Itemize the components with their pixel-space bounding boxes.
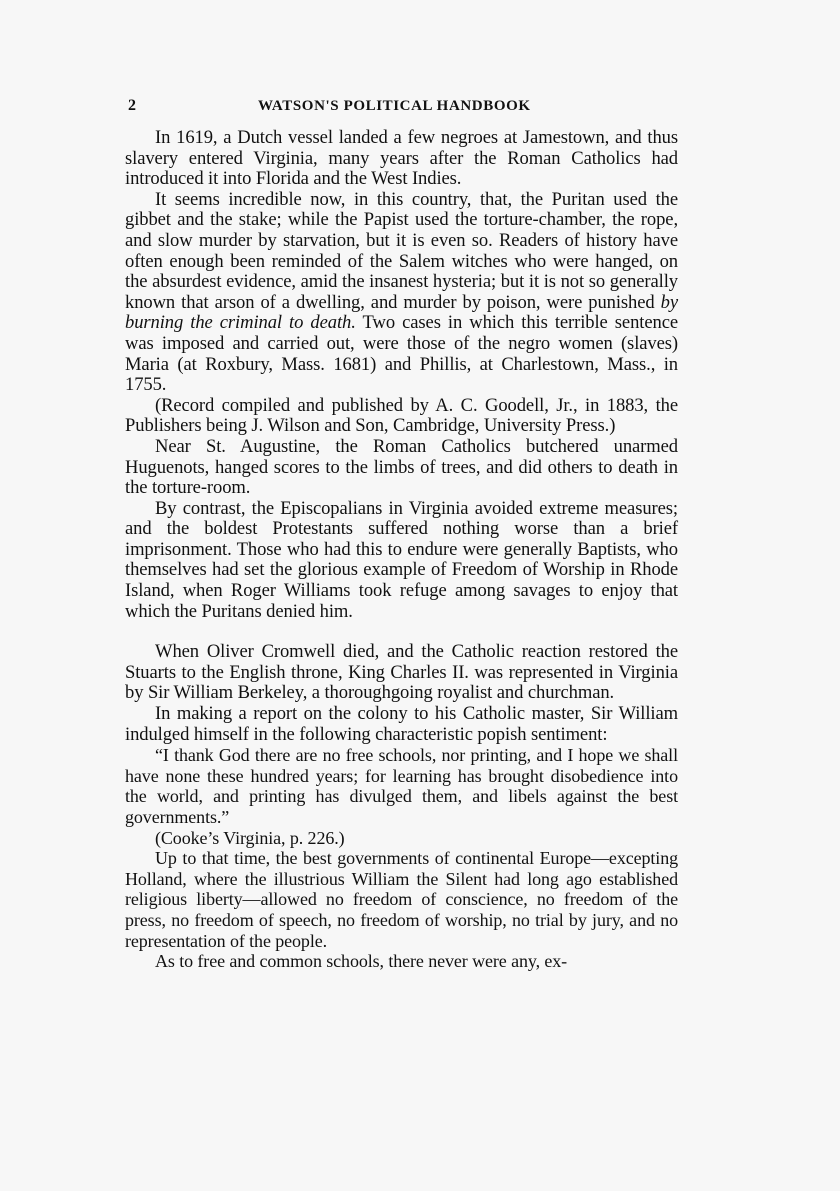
page-number: 2 xyxy=(128,97,136,114)
body-text xyxy=(125,128,678,972)
paragraph-schools: As to free and common schools, there never were any, ex- xyxy=(155,951,568,972)
paragraph-puritan-papist xyxy=(125,190,678,396)
paragraph-text: It seems incredible now, in this country, that, the Puritan used the gibbet and the stake; while the Papist used the torture-chamber, the rope, and slow murder by starvation, but it is even so. Readers of history have often enough been reminded of the Salem witches who were hanged, on the absurdest evidence, amid the insanest hysteria; but it is not so generally known that arson of a dwelling, and murder by poison, were punished xyxy=(125,188,678,313)
paragraph-report: In making a report on the colony to his Catholic master, Sir William indulged himself in the following characteristic popish sentiment: xyxy=(125,703,678,745)
paragraph-record-citation: (Record compiled and published by A. C. Goodell, Jr., in 1883, the Publishers being J. Wilson and Son, Cambridge, University Press.) xyxy=(125,394,678,437)
paragraph-cromwell: When Oliver Cromwell died, and the Catholic reaction restored the Stuarts to the English throne, King Charles II. was represented in Virginia by Sir William Berkeley, a thoroughgoing royalist and churchman. xyxy=(125,641,678,704)
paragraph-governments: Up to that time, the best governments of continental Europe—excepting Holland, where the illustrious William the Silent had long ago established religious liberty—allowed no freedom of conscience, no freedom of the press, no freedom of speech, no freedom of worship, no trial by jury, and no representation of the people. xyxy=(125,848,678,951)
paragraph-quotation: “I thank God there are no free schools, nor printing, and I hope we shall have none these hundred years; for learning has brought disobedience into the world, and printing has divulged them, and libels against the best governments.” xyxy=(125,745,678,827)
paragraph-slavery-virginia: In 1619, a Dutch vessel landed a few negroes at Jamestown, and thus slavery entered Virginia, many years after the Roman Catholics had introduced it into Florida and the West Indies. xyxy=(125,127,678,190)
paragraph-citation: (Cooke’s Virginia, p. 226.) xyxy=(155,827,345,848)
running-head-title: WATSON'S POLITICAL HANDBOOK xyxy=(258,98,531,114)
paragraph-st-augustine: Near St. Augustine, the Roman Catholics butchered unarmed Huguenots, hanged scores to the limbs of trees, and did others to death in the torture-room. xyxy=(125,435,678,499)
paragraph-text: Two cases in which this terrible sentence was imposed and carried out, were those of the negro women (slaves) Maria (at Roxbury, Mass. 1681) and Phillis, at Charlestown, Mass., in 1755. xyxy=(125,312,679,396)
paragraph-episcopalians: By contrast, the Episcopalians in Virginia avoided extreme measures; and the boldest Protestants suffered nothing worse than a brief imprisonment. Those who had this to endure were generally Baptists, who themselves had set the glorious example of Freedom of Worship in Rhode Island, when Roger Williams took refuge among savages to enjoy that which the Puritans denied him. xyxy=(125,497,678,622)
italic-emphasis: by burning the criminal to death. xyxy=(125,291,678,334)
